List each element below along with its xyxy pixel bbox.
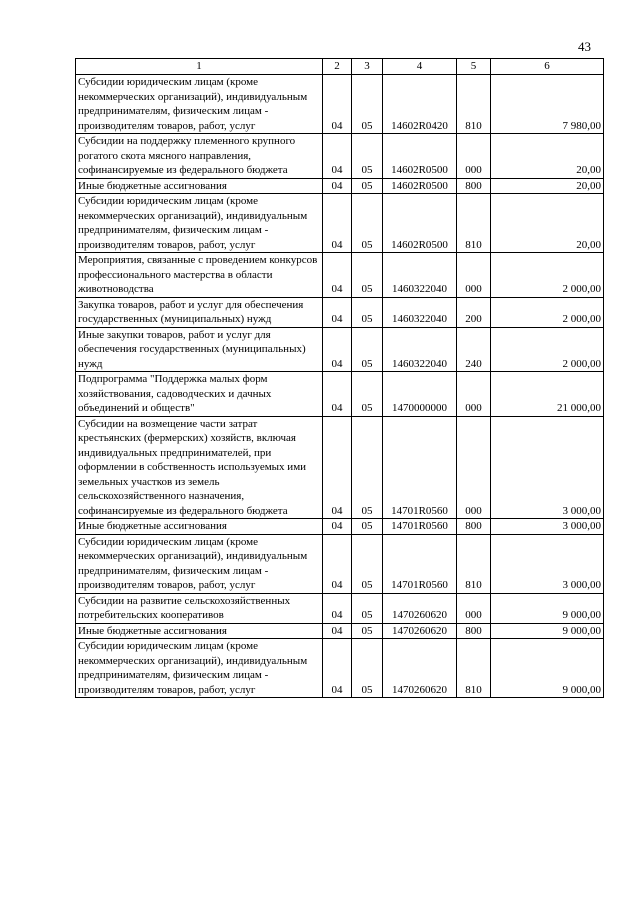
row-name-cell: Подпрограмма "Поддержка малых форм хозяйствования, садоводческих и дачных объединений и обществ" — [76, 372, 323, 417]
section-code-cell: 04 — [323, 134, 352, 179]
table-row — [76, 623, 604, 639]
section-code-cell: 04 — [323, 327, 352, 372]
page-number: 43 — [578, 39, 591, 54]
expense-type-cell: 810 — [457, 194, 491, 253]
subsection-code-cell: 05 — [352, 194, 383, 253]
amount-cell: 20,00 — [491, 134, 604, 179]
target-article-cell: 14701R0560 — [383, 534, 457, 593]
column-header: 4 — [383, 59, 457, 75]
expense-type-cell: 000 — [457, 134, 491, 179]
table-row — [76, 327, 604, 372]
subsection-code-cell: 05 — [352, 639, 383, 698]
subsection-code-cell: 05 — [352, 534, 383, 593]
table-row — [76, 194, 604, 253]
amount-cell: 2 000,00 — [491, 253, 604, 298]
target-article-cell: 14602R0500 — [383, 134, 457, 179]
target-article-cell: 1470260620 — [383, 593, 457, 623]
target-article-cell: 1460322040 — [383, 327, 457, 372]
expense-type-cell: 810 — [457, 534, 491, 593]
table-row — [76, 178, 604, 194]
expense-type-cell: 800 — [457, 519, 491, 535]
table-row — [76, 75, 604, 134]
subsection-code-cell: 05 — [352, 253, 383, 298]
section-code-cell: 04 — [323, 178, 352, 194]
table-row — [76, 416, 604, 519]
amount-cell: 2 000,00 — [491, 327, 604, 372]
subsection-code-cell: 05 — [352, 75, 383, 134]
expense-type-cell: 800 — [457, 178, 491, 194]
section-code-cell: 04 — [323, 75, 352, 134]
row-name-cell: Иные бюджетные ассигнования — [76, 519, 323, 535]
expense-type-cell: 200 — [457, 297, 491, 327]
subsection-code-cell: 05 — [352, 416, 383, 519]
row-name-cell: Субсидии юридическим лицам (кроме некоммерческих организаций), индивидуальным предпринимателям, физическим лицам - производителям товаров, работ, услуг — [76, 534, 323, 593]
section-code-cell: 04 — [323, 639, 352, 698]
row-name-cell: Иные бюджетные ассигнования — [76, 178, 323, 194]
amount-cell: 9 000,00 — [491, 593, 604, 623]
subsection-code-cell: 05 — [352, 623, 383, 639]
expense-type-cell: 810 — [457, 639, 491, 698]
table-row — [76, 593, 604, 623]
expense-type-cell: 240 — [457, 327, 491, 372]
table-row — [76, 134, 604, 179]
section-code-cell: 04 — [323, 372, 352, 417]
expense-type-cell: 810 — [457, 75, 491, 134]
section-code-cell: 04 — [323, 519, 352, 535]
section-code-cell: 04 — [323, 416, 352, 519]
amount-cell: 7 980,00 — [491, 75, 604, 134]
target-article-cell: 14602R0500 — [383, 194, 457, 253]
target-article-cell: 14602R0500 — [383, 178, 457, 194]
column-header: 5 — [457, 59, 491, 75]
row-name-cell: Субсидии юридическим лицам (кроме некоммерческих организаций), индивидуальным предпринимателям, физическим лицам - производителям товаров, работ, услуг — [76, 194, 323, 253]
table-row — [76, 297, 604, 327]
expense-type-cell: 800 — [457, 623, 491, 639]
row-name-cell: Мероприятия, связанные с проведением конкурсов профессионального мастерства в области животноводства — [76, 253, 323, 298]
row-name-cell: Иные закупки товаров, работ и услуг для обеспечения государственных (муниципальных) нужд — [76, 327, 323, 372]
budget-table — [75, 58, 604, 698]
amount-cell: 20,00 — [491, 194, 604, 253]
amount-cell: 21 000,00 — [491, 372, 604, 417]
expense-type-cell: 000 — [457, 372, 491, 417]
row-name-cell: Иные бюджетные ассигнования — [76, 623, 323, 639]
section-code-cell: 04 — [323, 534, 352, 593]
column-header: 2 — [323, 59, 352, 75]
table-header-row — [76, 59, 604, 75]
column-header: 3 — [352, 59, 383, 75]
amount-cell: 3 000,00 — [491, 519, 604, 535]
row-name-cell: Субсидии на развитие сельскохозяйственных потребительских кооперативов — [76, 593, 323, 623]
subsection-code-cell: 05 — [352, 327, 383, 372]
column-header: 1 — [76, 59, 323, 75]
row-name-cell: Субсидии на поддержку племенного крупного рогатого скота мясного направления, софинансируемые из федерального бюджета — [76, 134, 323, 179]
amount-cell: 3 000,00 — [491, 416, 604, 519]
expense-type-cell: 000 — [457, 416, 491, 519]
target-article-cell: 14701R0560 — [383, 519, 457, 535]
table-row — [76, 519, 604, 535]
subsection-code-cell: 05 — [352, 178, 383, 194]
table-body — [76, 75, 604, 698]
subsection-code-cell: 05 — [352, 297, 383, 327]
target-article-cell: 1470260620 — [383, 639, 457, 698]
section-code-cell: 04 — [323, 593, 352, 623]
subsection-code-cell: 05 — [352, 593, 383, 623]
subsection-code-cell: 05 — [352, 519, 383, 535]
amount-cell: 3 000,00 — [491, 534, 604, 593]
table-row — [76, 253, 604, 298]
expense-type-cell: 000 — [457, 593, 491, 623]
target-article-cell: 1470260620 — [383, 623, 457, 639]
subsection-code-cell: 05 — [352, 372, 383, 417]
column-header: 6 — [491, 59, 604, 75]
table-row — [76, 372, 604, 417]
target-article-cell: 1460322040 — [383, 297, 457, 327]
target-article-cell: 14602R0420 — [383, 75, 457, 134]
amount-cell: 20,00 — [491, 178, 604, 194]
amount-cell: 2 000,00 — [491, 297, 604, 327]
amount-cell: 9 000,00 — [491, 623, 604, 639]
section-code-cell: 04 — [323, 297, 352, 327]
target-article-cell: 14701R0560 — [383, 416, 457, 519]
row-name-cell: Субсидии на возмещение части затрат крестьянских (фермерских) хозяйств, включая индивидуальных предпринимателей, при оформлении в собственность используемых ими земельных участков из земель сельскохозяйственного назначения, софинансируемые из федерального бюджета — [76, 416, 323, 519]
section-code-cell: 04 — [323, 253, 352, 298]
row-name-cell: Субсидии юридическим лицам (кроме некоммерческих организаций), индивидуальным предпринимателям, физическим лицам - производителям товаров, работ, услуг — [76, 75, 323, 134]
expense-type-cell: 000 — [457, 253, 491, 298]
target-article-cell: 1470000000 — [383, 372, 457, 417]
table-row — [76, 534, 604, 593]
section-code-cell: 04 — [323, 623, 352, 639]
subsection-code-cell: 05 — [352, 134, 383, 179]
row-name-cell: Субсидии юридическим лицам (кроме некоммерческих организаций), индивидуальным предпринимателям, физическим лицам - производителям товаров, работ, услуг — [76, 639, 323, 698]
target-article-cell: 1460322040 — [383, 253, 457, 298]
amount-cell: 9 000,00 — [491, 639, 604, 698]
section-code-cell: 04 — [323, 194, 352, 253]
table-row — [76, 639, 604, 698]
row-name-cell: Закупка товаров, работ и услуг для обеспечения государственных (муниципальных) нужд — [76, 297, 323, 327]
